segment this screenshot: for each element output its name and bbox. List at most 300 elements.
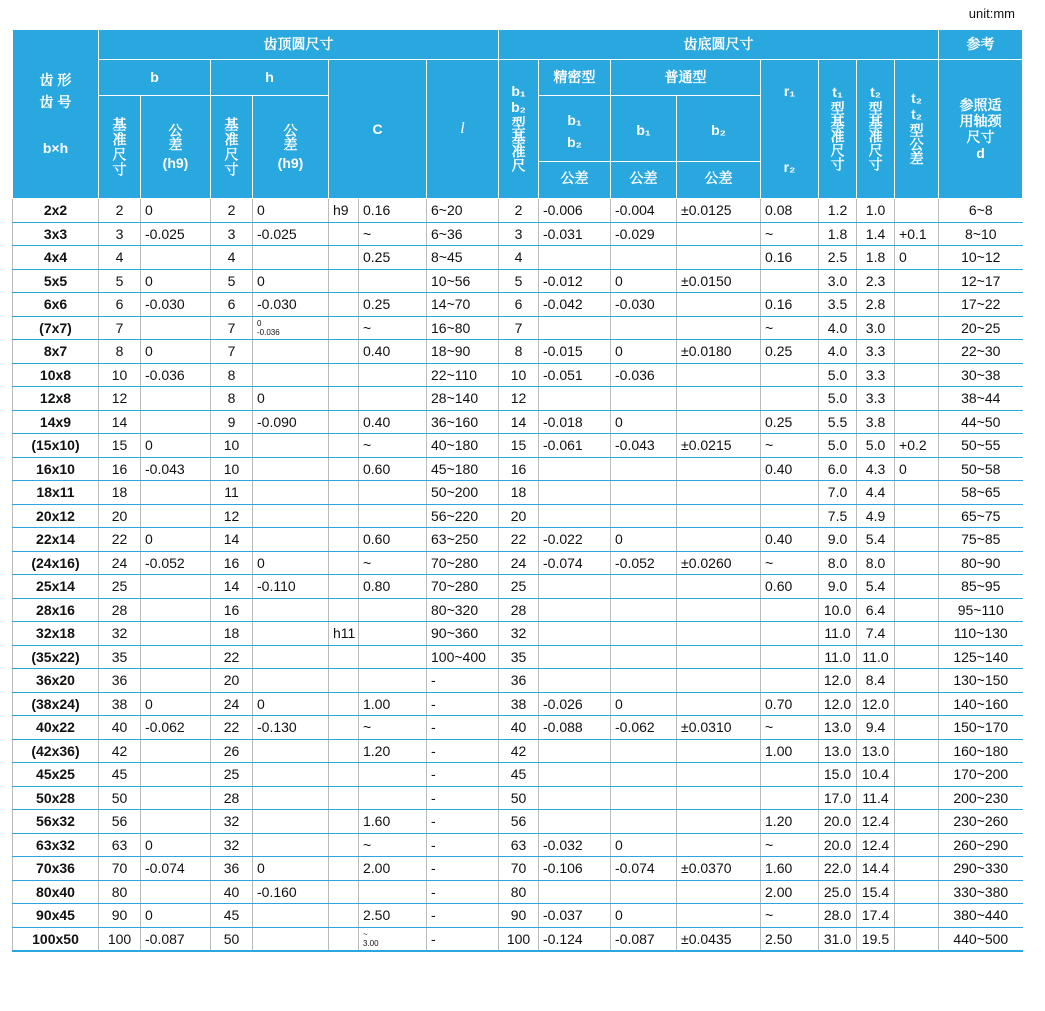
h-tol <box>253 739 329 763</box>
b-basic-size: 8 <box>499 340 539 364</box>
precision-b1b2-tol: -0.106 <box>539 857 611 881</box>
h-tol: 0 <box>253 692 329 716</box>
h-basic: 3 <box>211 222 253 246</box>
table-row <box>13 833 1023 857</box>
c-value <box>359 481 427 505</box>
b-basic-size: 10 <box>499 363 539 387</box>
shaft-dia: 75~85 <box>939 528 1023 552</box>
b-basic-size: 90 <box>499 904 539 928</box>
t1-basic: 1.2 <box>819 199 857 223</box>
table-row <box>13 739 1023 763</box>
t1-basic: 4.0 <box>819 316 857 340</box>
tooth-code: 3x3 <box>13 222 99 246</box>
shaft-dia: 440~500 <box>939 927 1023 951</box>
header-h-basic: 基准尺寸 <box>211 96 253 199</box>
shaft-dia: 44~50 <box>939 410 1023 434</box>
t1-basic: 10.0 <box>819 598 857 622</box>
b-basic-size: 45 <box>499 763 539 787</box>
shaft-dia: 170~200 <box>939 763 1023 787</box>
c-value: 0.80 <box>359 575 427 599</box>
header-normal-type: 普通型 <box>611 60 761 96</box>
normal-b2-tol <box>677 833 761 857</box>
tooth-code: 56x32 <box>13 810 99 834</box>
shaft-dia: 110~130 <box>939 622 1023 646</box>
l-range: 10~56 <box>427 269 499 293</box>
tooth-code: 5x5 <box>13 269 99 293</box>
l-range: - <box>427 833 499 857</box>
h-basic: 11 <box>211 481 253 505</box>
c-value: 2.00 <box>359 857 427 881</box>
b-tol: 0 <box>141 269 211 293</box>
t2-tol <box>895 293 939 317</box>
table-row <box>13 669 1023 693</box>
tol-class <box>329 692 359 716</box>
precision-b1b2-tol <box>539 598 611 622</box>
b-tol: -0.062 <box>141 716 211 740</box>
b-basic-size: 12 <box>499 387 539 411</box>
normal-b2-tol <box>677 293 761 317</box>
precision-b1b2-tol: -0.006 <box>539 199 611 223</box>
shaft-dia: 380~440 <box>939 904 1023 928</box>
r-value <box>761 763 819 787</box>
unit-label: unit:mm <box>968 6 1015 21</box>
c-value <box>359 645 427 669</box>
l-range: - <box>427 739 499 763</box>
l-range: - <box>427 692 499 716</box>
table-row <box>13 904 1023 928</box>
tooth-code: (15x10) <box>13 434 99 458</box>
normal-b1-tol: 0 <box>611 410 677 434</box>
normal-b2-tol <box>677 222 761 246</box>
header-tip-circle: 齿顶圆尺寸 <box>99 30 499 60</box>
shaft-dia: 10~12 <box>939 246 1023 270</box>
precision-b1b2-tol: -0.124 <box>539 927 611 951</box>
b-tol: 0 <box>141 199 211 223</box>
normal-b2-tol <box>677 387 761 411</box>
tooth-code: 28x16 <box>13 598 99 622</box>
table-row <box>13 387 1023 411</box>
header-t2-tol: t₂ t₂ 型公差 <box>895 60 939 199</box>
normal-b2-tol <box>677 528 761 552</box>
h-basic: 14 <box>211 575 253 599</box>
b-basic: 32 <box>99 622 141 646</box>
h-basic: 10 <box>211 457 253 481</box>
t1-basic: 6.0 <box>819 457 857 481</box>
table-row <box>13 246 1023 270</box>
h-basic: 50 <box>211 927 253 951</box>
normal-b2-tol: ±0.0215 <box>677 434 761 458</box>
r-value: 2.00 <box>761 880 819 904</box>
precision-b1b2-tol <box>539 504 611 528</box>
b-basic: 14 <box>99 410 141 434</box>
r-value <box>761 598 819 622</box>
h-basic: 36 <box>211 857 253 881</box>
tooth-code: 45x25 <box>13 763 99 787</box>
b-basic-size: 18 <box>499 481 539 505</box>
normal-b2-tol <box>677 763 761 787</box>
normal-b1-tol: -0.004 <box>611 199 677 223</box>
c-value: ~ <box>359 222 427 246</box>
normal-b2-tol <box>677 669 761 693</box>
normal-b1-tol: 0 <box>611 692 677 716</box>
table-row <box>13 457 1023 481</box>
r-value: ~ <box>761 434 819 458</box>
tol-class <box>329 504 359 528</box>
col-tooth-code: 齿 形 齿 号 b×h <box>13 30 99 199</box>
t1-basic: 22.0 <box>819 857 857 881</box>
l-range: - <box>427 786 499 810</box>
normal-b2-tol <box>677 810 761 834</box>
header-reference: 参考 <box>939 30 1023 60</box>
l-range: 40~180 <box>427 434 499 458</box>
normal-b2-tol: ±0.0260 <box>677 551 761 575</box>
t2-tol <box>895 575 939 599</box>
c-value: 0.25 <box>359 246 427 270</box>
tol-class <box>329 716 359 740</box>
table-row <box>13 222 1023 246</box>
b-tol <box>141 387 211 411</box>
t2-basic: 4.9 <box>857 504 895 528</box>
r-value <box>761 504 819 528</box>
tol-class <box>329 810 359 834</box>
t2-basic: 12.4 <box>857 810 895 834</box>
normal-b2-tol: ±0.0435 <box>677 927 761 951</box>
shaft-dia: 85~95 <box>939 575 1023 599</box>
normal-b1-tol: -0.036 <box>611 363 677 387</box>
r-value: ~ <box>761 316 819 340</box>
t1-basic: 7.0 <box>819 481 857 505</box>
table-row <box>13 622 1023 646</box>
b-basic: 6 <box>99 293 141 317</box>
shaft-dia: 38~44 <box>939 387 1023 411</box>
precision-b1b2-tol <box>539 316 611 340</box>
b-tol: -0.074 <box>141 857 211 881</box>
normal-b1-tol: -0.074 <box>611 857 677 881</box>
table-row <box>13 598 1023 622</box>
t2-tol <box>895 833 939 857</box>
normal-b1-tol <box>611 880 677 904</box>
table-row <box>13 293 1023 317</box>
normal-b1-tol <box>611 763 677 787</box>
t2-basic: 1.0 <box>857 199 895 223</box>
l-range: 8~45 <box>427 246 499 270</box>
precision-b1b2-tol <box>539 246 611 270</box>
l-range: - <box>427 880 499 904</box>
h-basic: 14 <box>211 528 253 552</box>
h-basic: 22 <box>211 716 253 740</box>
c-value: ~ <box>359 716 427 740</box>
table-row <box>13 340 1023 364</box>
t2-tol <box>895 528 939 552</box>
t2-basic: 4.3 <box>857 457 895 481</box>
h-basic: 32 <box>211 810 253 834</box>
shaft-dia: 22~30 <box>939 340 1023 364</box>
h-basic: 45 <box>211 904 253 928</box>
l-range: 80~320 <box>427 598 499 622</box>
t1-basic: 20.0 <box>819 833 857 857</box>
tooth-code: 18x11 <box>13 481 99 505</box>
header-root-circle: 齿底圆尺寸 <box>499 30 939 60</box>
normal-b1-tol <box>611 598 677 622</box>
c-value: ~ <box>359 833 427 857</box>
precision-b1b2-tol: -0.061 <box>539 434 611 458</box>
b-basic-size: 42 <box>499 739 539 763</box>
t2-basic: 19.5 <box>857 927 895 951</box>
h-tol: -0.090 <box>253 410 329 434</box>
header-h: h <box>211 60 329 96</box>
normal-b1-tol: -0.043 <box>611 434 677 458</box>
h-basic: 6 <box>211 293 253 317</box>
normal-b1-tol <box>611 739 677 763</box>
h-tol <box>253 434 329 458</box>
b-tol <box>141 246 211 270</box>
h-tol <box>253 904 329 928</box>
normal-b1-tol: 0 <box>611 528 677 552</box>
header-t1-basic: t₁ 型基准尺寸 <box>819 60 857 199</box>
normal-b2-tol <box>677 575 761 599</box>
t2-tol: 0 <box>895 457 939 481</box>
c-value <box>359 363 427 387</box>
t2-tol <box>895 739 939 763</box>
tooth-code: 20x12 <box>13 504 99 528</box>
b-basic: 28 <box>99 598 141 622</box>
precision-b1b2-tol <box>539 786 611 810</box>
b-basic: 20 <box>99 504 141 528</box>
header-t2-basic: t₂ 型基准尺寸 <box>857 60 895 199</box>
header-r1-r2: r₁ r₂ <box>761 60 819 199</box>
tol-class <box>329 293 359 317</box>
h-tol <box>253 340 329 364</box>
b-tol: -0.036 <box>141 363 211 387</box>
normal-b2-tol <box>677 410 761 434</box>
tol-class <box>329 786 359 810</box>
tol-class <box>329 410 359 434</box>
b-basic: 63 <box>99 833 141 857</box>
table-row <box>13 645 1023 669</box>
b-tol: 0 <box>141 833 211 857</box>
c-value <box>359 387 427 411</box>
h-tol <box>253 481 329 505</box>
shaft-dia: 8~10 <box>939 222 1023 246</box>
tooth-code: 50x28 <box>13 786 99 810</box>
tooth-code: 6x6 <box>13 293 99 317</box>
l-range: 18~90 <box>427 340 499 364</box>
normal-b1-tol: 0 <box>611 340 677 364</box>
t2-tol: +0.1 <box>895 222 939 246</box>
t2-tol <box>895 692 939 716</box>
r-value: 0.25 <box>761 410 819 434</box>
l-range: 100~400 <box>427 645 499 669</box>
table-row <box>13 786 1023 810</box>
c-value: 0.60 <box>359 528 427 552</box>
h-basic: 4 <box>211 246 253 270</box>
shaft-dia: 125~140 <box>939 645 1023 669</box>
t2-tol: 0 <box>895 246 939 270</box>
t2-tol <box>895 340 939 364</box>
r-value <box>761 645 819 669</box>
t1-basic: 8.0 <box>819 551 857 575</box>
normal-b1-tol <box>611 387 677 411</box>
b-basic: 22 <box>99 528 141 552</box>
normal-b2-tol: ±0.0125 <box>677 199 761 223</box>
table-row <box>13 269 1023 293</box>
precision-b1b2-tol: -0.018 <box>539 410 611 434</box>
b-basic-size: 80 <box>499 880 539 904</box>
t2-basic: 1.8 <box>857 246 895 270</box>
normal-b2-tol <box>677 739 761 763</box>
table-row <box>13 857 1023 881</box>
shaft-dia: 20~25 <box>939 316 1023 340</box>
h-tol: -0.030 <box>253 293 329 317</box>
r-value: 0.60 <box>761 575 819 599</box>
r-value: 0.70 <box>761 692 819 716</box>
h-tol: 0 <box>253 269 329 293</box>
h-basic: 32 <box>211 833 253 857</box>
t2-basic: 11.4 <box>857 786 895 810</box>
tol-class <box>329 598 359 622</box>
t1-basic: 5.0 <box>819 434 857 458</box>
h-tol <box>253 622 329 646</box>
b-basic-size: 100 <box>499 927 539 951</box>
c-value: 1.00 <box>359 692 427 716</box>
precision-b1b2-tol <box>539 457 611 481</box>
table-row <box>13 927 1023 951</box>
normal-b1-tol: -0.030 <box>611 293 677 317</box>
precision-b1b2-tol: -0.042 <box>539 293 611 317</box>
l-range: 16~80 <box>427 316 499 340</box>
t2-tol <box>895 598 939 622</box>
header-b-basic: 基准尺寸 <box>99 96 141 199</box>
normal-b1-tol: -0.062 <box>611 716 677 740</box>
t2-tol <box>895 363 939 387</box>
tol-class <box>329 387 359 411</box>
shaft-dia: 290~330 <box>939 857 1023 881</box>
b-tol: -0.025 <box>141 222 211 246</box>
t2-basic: 12.0 <box>857 692 895 716</box>
b-tol <box>141 880 211 904</box>
h-basic: 18 <box>211 622 253 646</box>
b-basic-size: 56 <box>499 810 539 834</box>
precision-b1b2-tol <box>539 669 611 693</box>
b-basic: 35 <box>99 645 141 669</box>
t2-basic: 6.4 <box>857 598 895 622</box>
precision-b1b2-tol <box>539 739 611 763</box>
header-l: l <box>427 60 499 199</box>
normal-b2-tol <box>677 692 761 716</box>
normal-b2-tol <box>677 363 761 387</box>
precision-b1b2-tol: -0.032 <box>539 833 611 857</box>
h-tol <box>253 598 329 622</box>
b-tol: 0 <box>141 340 211 364</box>
t2-tol <box>895 810 939 834</box>
tooth-code: 32x18 <box>13 622 99 646</box>
normal-b2-tol <box>677 622 761 646</box>
normal-b1-tol: 0 <box>611 833 677 857</box>
t1-basic: 1.8 <box>819 222 857 246</box>
shaft-dia: 230~260 <box>939 810 1023 834</box>
precision-b1b2-tol <box>539 880 611 904</box>
shaft-dia: 160~180 <box>939 739 1023 763</box>
l-range: 28~140 <box>427 387 499 411</box>
b-tol: -0.052 <box>141 551 211 575</box>
shaft-dia: 50~58 <box>939 457 1023 481</box>
table-row <box>13 316 1023 340</box>
shaft-dia: 12~17 <box>939 269 1023 293</box>
t2-basic: 5.0 <box>857 434 895 458</box>
shaft-dia: 80~90 <box>939 551 1023 575</box>
normal-b1-tol: -0.087 <box>611 927 677 951</box>
b-basic: 70 <box>99 857 141 881</box>
t1-basic: 9.0 <box>819 528 857 552</box>
tol-class <box>329 551 359 575</box>
precision-b1b2-tol: -0.026 <box>539 692 611 716</box>
b-basic-size: 25 <box>499 575 539 599</box>
h-tol: 0 <box>253 387 329 411</box>
b-basic: 56 <box>99 810 141 834</box>
shaft-dia: 30~38 <box>939 363 1023 387</box>
c-value: ~ <box>359 551 427 575</box>
precision-b1b2-tol <box>539 387 611 411</box>
h-basic: 40 <box>211 880 253 904</box>
precision-b1b2-tol <box>539 575 611 599</box>
table-row <box>13 363 1023 387</box>
h-basic: 16 <box>211 598 253 622</box>
tol-class <box>329 739 359 763</box>
h-tol: 0 <box>253 857 329 881</box>
tooth-code: 25x14 <box>13 575 99 599</box>
r-value <box>761 669 819 693</box>
r-value <box>761 481 819 505</box>
tooth-code: 70x36 <box>13 857 99 881</box>
t2-tol <box>895 669 939 693</box>
normal-b1-tol <box>611 316 677 340</box>
tooth-code: 40x22 <box>13 716 99 740</box>
l-range: 6~20 <box>427 199 499 223</box>
header-precision-b1b2: b₁ b₂ 公差 <box>539 96 611 199</box>
t2-tol <box>895 410 939 434</box>
h-basic: 16 <box>211 551 253 575</box>
l-range: 56~220 <box>427 504 499 528</box>
h-tol: -0.025 <box>253 222 329 246</box>
b-basic-size: 40 <box>499 716 539 740</box>
r-value: 1.60 <box>761 857 819 881</box>
tol-class <box>329 904 359 928</box>
tooth-code: (7x7) <box>13 316 99 340</box>
b-basic: 90 <box>99 904 141 928</box>
h-tol: 0 <box>253 199 329 223</box>
t2-basic: 10.4 <box>857 763 895 787</box>
table-row <box>13 410 1023 434</box>
tol-class <box>329 269 359 293</box>
t2-basic: 17.4 <box>857 904 895 928</box>
b-basic-size: 32 <box>499 622 539 646</box>
precision-b1b2-tol <box>539 810 611 834</box>
b-basic-size: 35 <box>499 645 539 669</box>
tooth-code: 80x40 <box>13 880 99 904</box>
shaft-dia: 6~8 <box>939 199 1023 223</box>
t2-basic: 5.4 <box>857 575 895 599</box>
tooth-code: (38x24) <box>13 692 99 716</box>
t2-tol <box>895 763 939 787</box>
t1-basic: 2.5 <box>819 246 857 270</box>
normal-b2-tol <box>677 246 761 270</box>
c-value: 1.20 <box>359 739 427 763</box>
b-basic: 50 <box>99 786 141 810</box>
tol-class <box>329 222 359 246</box>
b-basic: 4 <box>99 246 141 270</box>
normal-b1-tol <box>611 457 677 481</box>
table-row <box>13 528 1023 552</box>
